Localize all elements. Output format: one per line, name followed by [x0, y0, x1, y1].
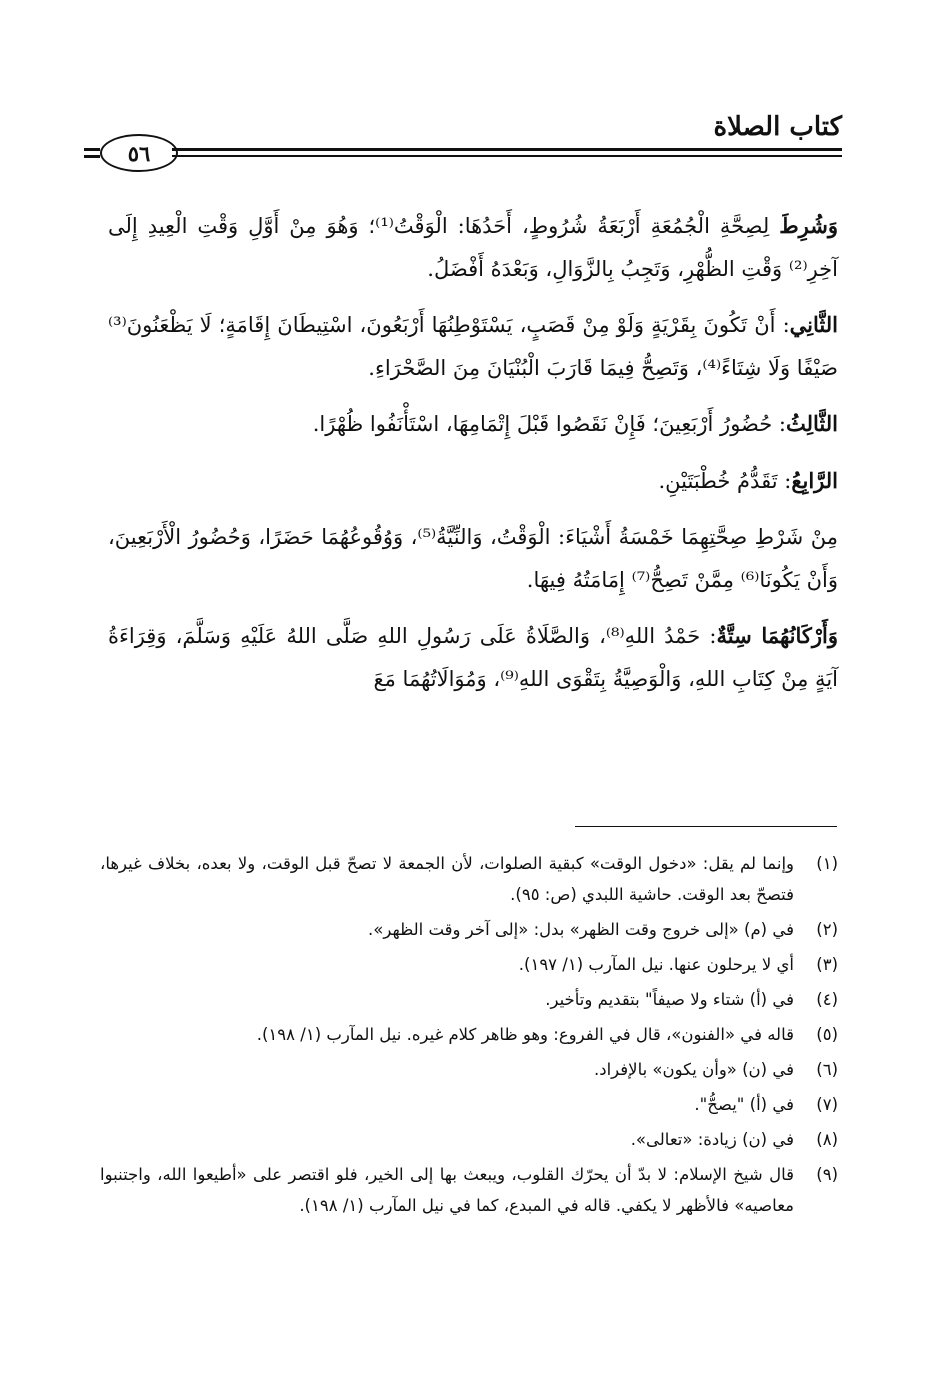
- paragraph-lead: وَأَرْكَانُهُمَا سِتَّةٌ: [716, 623, 838, 648]
- header-rule: [172, 148, 842, 151]
- footnote-3: [100, 949, 838, 980]
- paragraph-text: لِصِحَّةِ الْجُمُعَةِ أَرْبَعَةُ شُرُوطٍ، أَحَدُهَا: الْوَقْتُ⁽¹⁾؛ وَهُوَ مِنْ أَوَّلِ وَقْتِ الْعِيدِ إِلَى آخِرِ⁽²⁾ وَقْتِ الظُّهْرِ، وَتَجِبُ بِالزَّوَالِ، وَبَعْدَهُ أَفْضَلُ.: [108, 214, 838, 281]
- paragraph-lead: وَشُرِطَ: [779, 213, 838, 238]
- footnote-number: (٤): [816, 990, 838, 1009]
- footnote-number: (١): [816, 854, 838, 873]
- main-text: [108, 205, 838, 714]
- footnote-number: (٥): [816, 1025, 838, 1044]
- footnote-number: (٦): [816, 1060, 838, 1079]
- footnote-text: في (أ) شتاء ولا صيفاً" بتقديم وتأخير.: [545, 990, 794, 1009]
- footnote-4: [100, 984, 838, 1015]
- footnote-text: في (ن) زيادة: «تعالى».: [630, 1130, 794, 1149]
- footnote-text: في (م) «إلى خروج وقت الظهر» بدل: «إلى آخر وقت الظهر».: [368, 920, 794, 939]
- paragraph-text: : حُضُورُ أَرْبَعِينَ؛ فَإِنْ نَقَصُوا قَبْلَ إِتْمَامِهَا، اسْتَأْنَفُوا ظُهْرًا.: [312, 412, 786, 436]
- paragraph-lead: الثَّانِي: [789, 312, 838, 337]
- footnote-6: [100, 1054, 838, 1085]
- footnote-5: [100, 1019, 838, 1050]
- footnote-text: وإنما لم يقل: «دخول الوقت» كبقية الصلوات، لأن الجمعة لا تصحّ قبل الوقت، ولا بعده، بخلاف غيرها، فتصحّ بعد الوقت. حاشية اللبدي (ص: ٩٥).: [100, 854, 794, 904]
- header-rule-left-thin: [84, 155, 100, 158]
- footnote-text: أي لا يرحلون عنها. نيل المآرب (١/ ١٩٧).: [518, 955, 794, 974]
- paragraph-pillars: [108, 615, 838, 700]
- footnote-text: في (ن) «وأن يكون» بالإفراد.: [593, 1060, 794, 1079]
- paragraph-text: : حَمْدُ اللهِ⁽⁸⁾، وَالصَّلَاةُ عَلَى رَسُولِ اللهِ صَلَّى اللهُ عَلَيْهِ وَسَلَّمَ، وَقِرَاءَةُ آيَةٍ مِنْ كِتَابِ اللهِ، وَالْوَصِيَّةُ بِتَقْوَى اللهِ⁽⁹⁾، وَمُوَالَاتُهُمَا مَعَ: [108, 624, 838, 691]
- paragraph-text: : أَنْ تَكُونَ بِقَرْيَةٍ وَلَوْ مِنْ قَصَبٍ، يَسْتَوْطِنُهَا أَرْبَعُونَ، اسْتِيطَانَ إِقَامَةٍ؛ لَا يَظْعَنُونَ⁽³⁾ صَيْفًا وَلَا شِتَاءً⁽⁴⁾، وَتَصِحُّ فِيمَا قَارَبَ الْبُنْيَانَ مِنَ الصَّحْرَاءِ.: [108, 313, 838, 380]
- paragraph-fourth: [108, 460, 838, 503]
- footnote-text: في (أ) "يصحُّ".: [694, 1095, 794, 1114]
- header-rule-left: [84, 148, 100, 151]
- paragraph-second: [108, 304, 838, 389]
- footnote-separator: [575, 826, 837, 827]
- book-title: كتاب الصلاة: [713, 112, 842, 142]
- page-header: [92, 112, 842, 182]
- footnote-number: (٢): [816, 920, 838, 939]
- footnote-2: [100, 914, 838, 945]
- paragraph-lead: الثَّالِثُ: [786, 411, 838, 436]
- paragraph-text: مِنْ شَرْطِ صِحَّتِهِمَا خَمْسَةُ أَشْيَاءَ: الْوَقْتُ، وَالنِّيَّةُ⁽⁵⁾، وَوُقُوعُهُمَا حَضَرًا، وَحُضُورُ الْأَرْبَعِينَ، وَأَنْ يَكُونَا⁽⁶⁾ مِمَّنْ تَصِحُّ⁽⁷⁾ إِمَامَتُهُ فِيهَا.: [108, 525, 838, 592]
- paragraph-lead: الرَّابِعُ: [791, 467, 838, 493]
- footnotes: [100, 848, 838, 1225]
- footnote-8: [100, 1124, 838, 1155]
- footnote-text: قاله في «الفنون»، قال في الفروع: وهو ظاهر كلام غيره. نيل المآرب (١/ ١٩٨).: [256, 1025, 794, 1044]
- header-rule-thin: [172, 155, 842, 157]
- footnote-7: [100, 1089, 838, 1120]
- footnote-9: [100, 1159, 838, 1221]
- page-number-badge: ٥٦: [100, 134, 178, 172]
- footnote-number: (٨): [816, 1130, 838, 1149]
- footnote-number: (٧): [816, 1095, 838, 1114]
- paragraph-khutbah-conditions: [108, 516, 838, 601]
- footnote-number: (٩): [816, 1165, 838, 1184]
- paragraph-third: [108, 403, 838, 446]
- footnote-1: [100, 848, 838, 910]
- paragraph-text: : تَقَدُّمُ خُطْبَتَيْنِ.: [658, 468, 792, 493]
- footnote-text: قال شيخ الإسلام: لا بدّ أن يحرّك القلوب، ويبعث بها إلى الخير، فلو اقتصر على «أطيعوا الله، واجتنبوا معاصيه» فالأظهر لا يكفي. قاله في المبدع، كما في نيل المآرب (١/ ١٩٨).: [100, 1165, 794, 1215]
- footnote-number: (٣): [816, 955, 838, 974]
- paragraph-conditions: [108, 205, 838, 290]
